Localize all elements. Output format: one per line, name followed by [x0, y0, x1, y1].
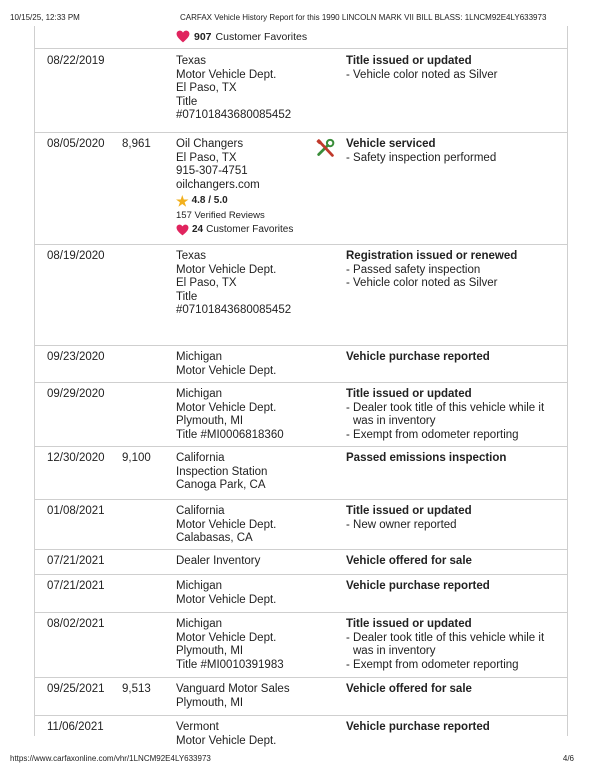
- record-comments: [346, 721, 561, 735]
- source-line: Canoga Park, CA: [176, 479, 266, 491]
- comment-title: Registration issued or renewed: [346, 250, 518, 262]
- page-number: 4/6: [562, 754, 574, 763]
- comment-line: was in inventory: [353, 415, 436, 427]
- record-date: 09/23/2020: [47, 351, 105, 363]
- record-source: [176, 683, 290, 710]
- favorites-count: 24: [192, 224, 204, 235]
- record-comments: [346, 505, 561, 532]
- history-row: [35, 549, 567, 575]
- comment-line: was in inventory: [353, 645, 436, 657]
- favorites-count: 907: [194, 30, 212, 43]
- print-datetime: 10/15/25, 12:33 PM: [10, 13, 80, 22]
- comment-title: Vehicle offered for sale: [346, 683, 472, 695]
- source-line: Michigan: [176, 351, 223, 363]
- record-comments: [346, 55, 561, 82]
- history-row: [35, 677, 567, 716]
- source-line: #07101843680085452: [176, 304, 292, 316]
- history-row: [35, 345, 567, 383]
- record-source: [176, 388, 284, 442]
- verified-reviews-link[interactable]: 157 Verified Reviews: [176, 209, 265, 221]
- favorites-label: Customer Favorites: [206, 224, 294, 235]
- record-date: 01/08/2021: [47, 505, 105, 517]
- source-line: Motor Vehicle Dept.: [176, 734, 277, 747]
- source-line: Inspection Station: [176, 465, 268, 478]
- comment-title: Title issued or updated: [346, 505, 472, 517]
- source-line: Plymouth, MI: [176, 415, 244, 427]
- source-line: California: [176, 452, 225, 464]
- record-date: 07/21/2021: [47, 555, 105, 567]
- rating-value: 4.8 / 5.0: [191, 195, 228, 206]
- comment-line: - Vehicle color noted as Silver: [346, 68, 498, 81]
- source-line: Title #MI0006818360: [176, 428, 284, 441]
- source-line: Dealer Inventory: [176, 555, 261, 567]
- record-source: [176, 721, 276, 748]
- source-line: California: [176, 505, 225, 517]
- source-line: Calabasas, CA: [176, 532, 253, 544]
- source-line: Motor Vehicle Dept.: [176, 263, 277, 276]
- source-line: Michigan: [176, 618, 223, 630]
- customer-favorites: [176, 30, 307, 43]
- source-line: Michigan: [176, 388, 223, 400]
- record-comments: [346, 452, 561, 466]
- comment-title: Vehicle offered for sale: [346, 555, 472, 567]
- source-line: 915-307-4751: [176, 165, 248, 177]
- source-line: El Paso, TX: [176, 277, 237, 289]
- source-line: #07101843680085452: [176, 109, 292, 121]
- record-source: [176, 618, 284, 672]
- source-line: El Paso, TX: [176, 151, 237, 164]
- record-date: 08/22/2019: [47, 55, 105, 67]
- record-source: [176, 555, 260, 569]
- comment-title: Title issued or updated: [346, 618, 472, 630]
- record-source: [176, 505, 276, 546]
- comment-title: Title issued or updated: [346, 388, 472, 400]
- comment-title: Vehicle purchase reported: [346, 351, 490, 363]
- history-row: [35, 715, 567, 745]
- source-line: Oil Changers: [176, 138, 244, 150]
- record-date: 11/06/2021: [47, 721, 104, 733]
- record-date: 07/21/2021: [47, 580, 105, 592]
- source-line: Motor Vehicle Dept.: [176, 593, 277, 606]
- history-row: [35, 499, 567, 550]
- comment-line: - New owner reported: [346, 518, 457, 531]
- record-source: [176, 250, 291, 318]
- comment-title: Vehicle purchase reported: [346, 721, 490, 733]
- record-date: 09/25/2021: [47, 683, 105, 695]
- source-line: Motor Vehicle Dept.: [176, 364, 277, 377]
- source-line: Plymouth, MI: [176, 696, 244, 709]
- source-line: Motor Vehicle Dept.: [176, 518, 277, 531]
- comment-line: - Exempt from odometer reporting: [346, 658, 519, 671]
- source-line: Title: [176, 95, 198, 108]
- history-row: [35, 446, 567, 500]
- record-date: 08/02/2021: [47, 618, 105, 630]
- service-tools-icon: [315, 138, 337, 160]
- source-favorites: [176, 223, 293, 237]
- source-line: Motor Vehicle Dept.: [176, 631, 277, 644]
- source-line: Title: [176, 290, 198, 303]
- comment-line: - Dealer took title of this vehicle while it: [346, 401, 545, 414]
- history-row: [35, 132, 567, 245]
- record-comments: [346, 555, 561, 569]
- record-comments: [346, 138, 561, 165]
- record-date: 08/19/2020: [47, 250, 105, 262]
- source-line: Vanguard Motor Sales: [176, 683, 290, 695]
- comment-title: Vehicle purchase reported: [346, 580, 490, 592]
- source-line: Michigan: [176, 580, 223, 592]
- history-table: [34, 26, 568, 747]
- favorites-row: [35, 26, 567, 49]
- history-row: [35, 612, 567, 678]
- record-odometer: 9,513: [122, 683, 151, 695]
- record-source: [176, 452, 267, 493]
- record-comments: [346, 618, 561, 672]
- comment-line: - Passed safety inspection: [346, 263, 481, 276]
- history-row: [35, 382, 567, 447]
- source-line: Plymouth, MI: [176, 645, 244, 657]
- source-rating: [176, 194, 293, 208]
- star-icon: ★: [176, 192, 189, 209]
- record-comments: [346, 683, 561, 697]
- history-row: [35, 574, 567, 613]
- print-header: [10, 13, 590, 25]
- source-line: Texas: [176, 55, 207, 67]
- record-comments: [346, 388, 561, 442]
- favorites-label: Customer Favorites: [215, 30, 308, 43]
- comment-title: Title issued or updated: [346, 55, 472, 67]
- history-row: [35, 49, 567, 133]
- comment-line: - Safety inspection performed: [346, 151, 497, 164]
- history-row: [35, 244, 567, 346]
- record-odometer: 8,961: [122, 138, 151, 150]
- record-source: [176, 351, 276, 378]
- record-comments: [346, 351, 561, 365]
- record-comments: [346, 250, 561, 291]
- heart-icon: [176, 30, 190, 43]
- record-source: [176, 580, 276, 607]
- source-line: Vermont: [176, 721, 219, 733]
- print-title: CARFAX Vehicle History Report for this 1990 LINCOLN MARK VII BILL BLASS: 1LNCM92E4LY633973: [180, 13, 547, 22]
- record-date: 12/30/2020: [47, 452, 105, 464]
- record-comments: [346, 580, 561, 594]
- record-odometer: 9,100: [122, 452, 151, 464]
- source-line: Title #MI0010391983: [176, 658, 284, 671]
- comment-title: Passed emissions inspection: [346, 452, 507, 464]
- record-source: [176, 55, 291, 123]
- record-date: 09/29/2020: [47, 388, 105, 400]
- comment-line: - Dealer took title of this vehicle while it: [346, 631, 545, 644]
- comment-line: - Exempt from odometer reporting: [346, 428, 519, 441]
- source-line: El Paso, TX: [176, 82, 237, 94]
- comment-title: Vehicle serviced: [346, 138, 436, 150]
- source-line: Motor Vehicle Dept.: [176, 401, 277, 414]
- source-line: Texas: [176, 250, 207, 262]
- heart-icon: [176, 224, 189, 236]
- record-source: [176, 138, 293, 237]
- print-url: https://www.carfaxonline.com/vhr/1LNCM92E4LY633973: [10, 754, 211, 763]
- print-footer: [10, 754, 590, 766]
- comment-line: - Vehicle color noted as Silver: [346, 277, 498, 289]
- source-website-link[interactable]: oilchangers.com: [176, 178, 260, 191]
- record-date: 08/05/2020: [47, 138, 105, 150]
- source-line: Motor Vehicle Dept.: [176, 68, 277, 81]
